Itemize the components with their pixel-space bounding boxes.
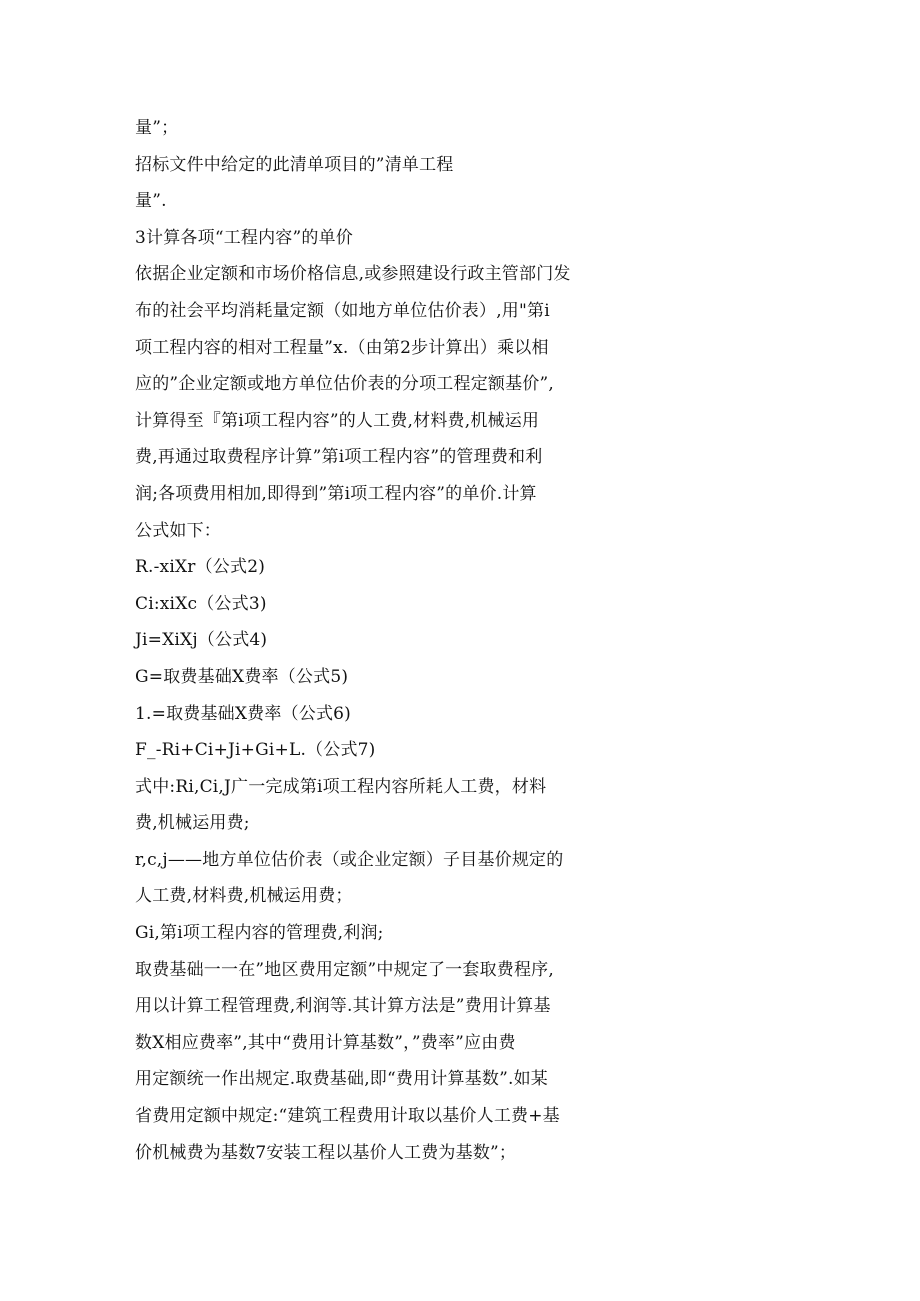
text-line: 用以计算工程管理费,利润等.其计算方法是”费用计算基	[135, 996, 551, 1017]
text-line: 费,再通过取费程序计算”第i项工程内容”的管理费和利	[135, 447, 543, 468]
text-line: 省费用定额中规定:“建筑工程费用计取以基价人工费+基	[135, 1106, 560, 1127]
text-line: 项工程内容的相对工程量”x.（由第2步计算出）乘以相	[135, 337, 549, 358]
text-line: 数X相应费率”,其中“费用计算基数”，”费率”应由费	[135, 1032, 516, 1053]
text-line: 取费基础一一在”地区费用定额”中规定了一套取费程序,	[135, 959, 554, 980]
document-body	[135, 110, 585, 1171]
text-line: 费,机械运用费;	[135, 813, 250, 834]
section-heading: 3计算各项“工程内容”的单价	[135, 227, 353, 248]
text-line: 招标文件中给定的此清单项目的”清单工程	[135, 154, 454, 175]
text-line: 公式如下：	[135, 520, 221, 541]
text-line: 人工费,材料费,机械运用费；	[135, 886, 353, 907]
text-line: 量”.	[135, 191, 167, 212]
formula-line: G=取费基础X费率（公式5)	[135, 666, 349, 687]
formula-line: 1.=取费基础X费率（公式6)	[135, 703, 352, 724]
formula-line: Ci:xiXc（公式3)	[135, 593, 267, 614]
text-line: Gi,第i项工程内容的管理费,利润;	[135, 923, 384, 944]
text-line: 布的社会平均消耗量定额（如地方单位估价表）,用"第i	[135, 300, 550, 321]
text-line: 依据企业定额和市场价格信息,或参照建设行政主管部门发	[135, 264, 571, 285]
formula-line: R.-xiXr（公式2)	[135, 557, 266, 578]
text-line: 量”；	[135, 118, 179, 138]
text-line: r,c,j——地方单位估价表（或企业定额）子目基价规定的	[135, 849, 564, 870]
text-line: 润;各项费用相加,即得到”第i项工程内容”的单价.计算	[135, 483, 537, 504]
text-line: 用定额统一作出规定.取费基础,即“费用计算基数”.如某	[135, 1069, 548, 1090]
formula-line: F_-Ri+Ci+Ji+Gi+L.（公式7)	[135, 740, 376, 761]
text-line: 计算得至『第i项工程内容”的人工费,材料费,机械运用	[135, 410, 540, 431]
formula-line: Ji=XiXj（公式4)	[135, 630, 268, 651]
text-line: 式中:Ri,Ci,J广一完成第i项工程内容所耗人工费，材料	[135, 776, 547, 797]
text-line: 应的”企业定额或地方单位估价表的分项工程定额基价”,	[135, 374, 554, 395]
text-line: 价机械费为基数7安装工程以基价人工费为基数”；	[135, 1142, 517, 1163]
